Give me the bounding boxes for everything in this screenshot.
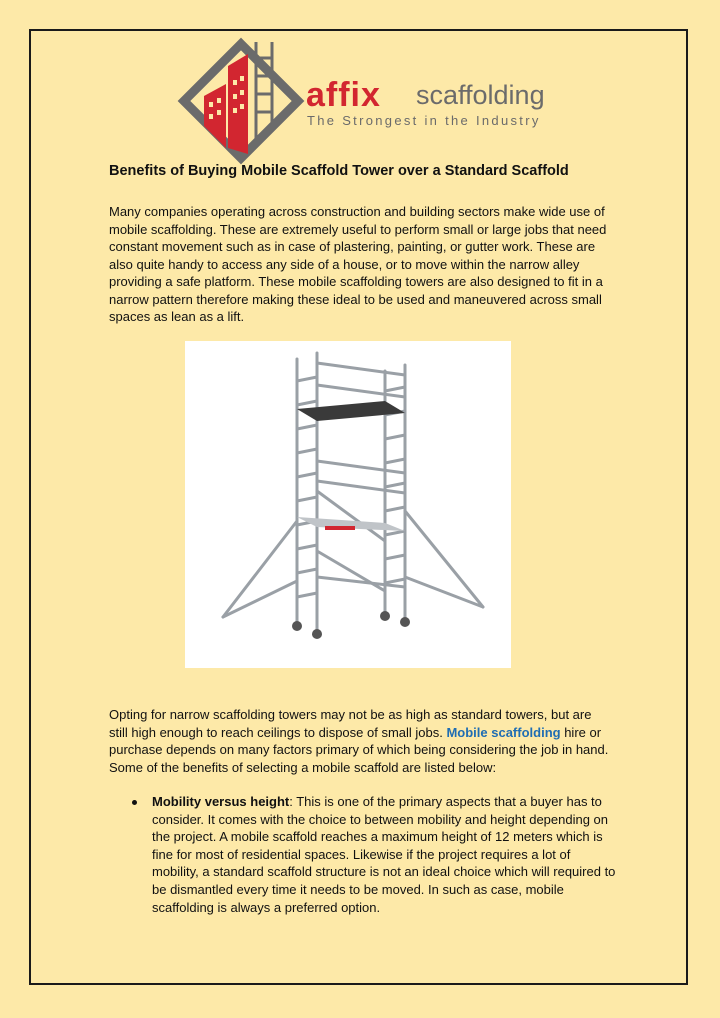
bullet-text: : This is one of the primary aspects that a buyer has to consider. It comes with the choice to between mobility and height depending on the project. A mobile scaffold reaches a maximum height of 12 meters which is fine for most of residential spaces. Likewise if the project requires a lot of mobility, a standard scaffold structure is not an ideal choice which will required to be dismantled every time it needs to be moved. In such as case, mobile scaffolding is always a preferred option. <box>152 794 616 915</box>
list-item <box>109 793 619 916</box>
scaffold-tower-illustration <box>185 341 511 668</box>
affix-scaffolding-logo <box>176 36 556 166</box>
bullet-icon <box>132 800 137 805</box>
brand-affix: affix <box>306 76 381 114</box>
article-title: Benefits of Buying Mobile Scaffold Tower over a Standard Scaffold <box>109 163 569 179</box>
benefits-list <box>109 793 619 916</box>
second-paragraph-text-before: Opting for narrow scaffolding towers may not be as high as standard towers, but are still high enough to reach ceilings to dispose of small jobs. <box>109 707 592 740</box>
mobile-scaffolding-link[interactable]: Mobile scaffolding <box>446 724 561 740</box>
second-paragraph <box>109 706 609 776</box>
intro-paragraph: Many companies operating across construction and building sectors make wide use of mobile scaffolding. These are extremely useful to perform small or large jobs that need constant movement such as in case of plastering, painting, or gutter work. These are also quite handy to access any side of a house, or to move within the narrow alley providing a safe platform. These mobile scaffolding towers are also designed to fit in a narrow pattern therefore making these ideal to be used and maneuvered across small spaces as lean as a lift. <box>109 204 607 324</box>
brand-tagline: The Strongest in the Industry <box>307 113 541 128</box>
scaffold-tower-photo <box>185 341 511 668</box>
brand-scaffolding: scaffolding <box>416 80 545 110</box>
bullet-heading: Mobility versus height <box>152 794 290 809</box>
second-paragraph-text-after: hire or purchase depends on many factors primary of which being considering the job in hand. Some of the benefits of selecting a mobile scaffold are listed below: <box>109 724 609 775</box>
scaffold-diamond-icon <box>176 36 306 166</box>
